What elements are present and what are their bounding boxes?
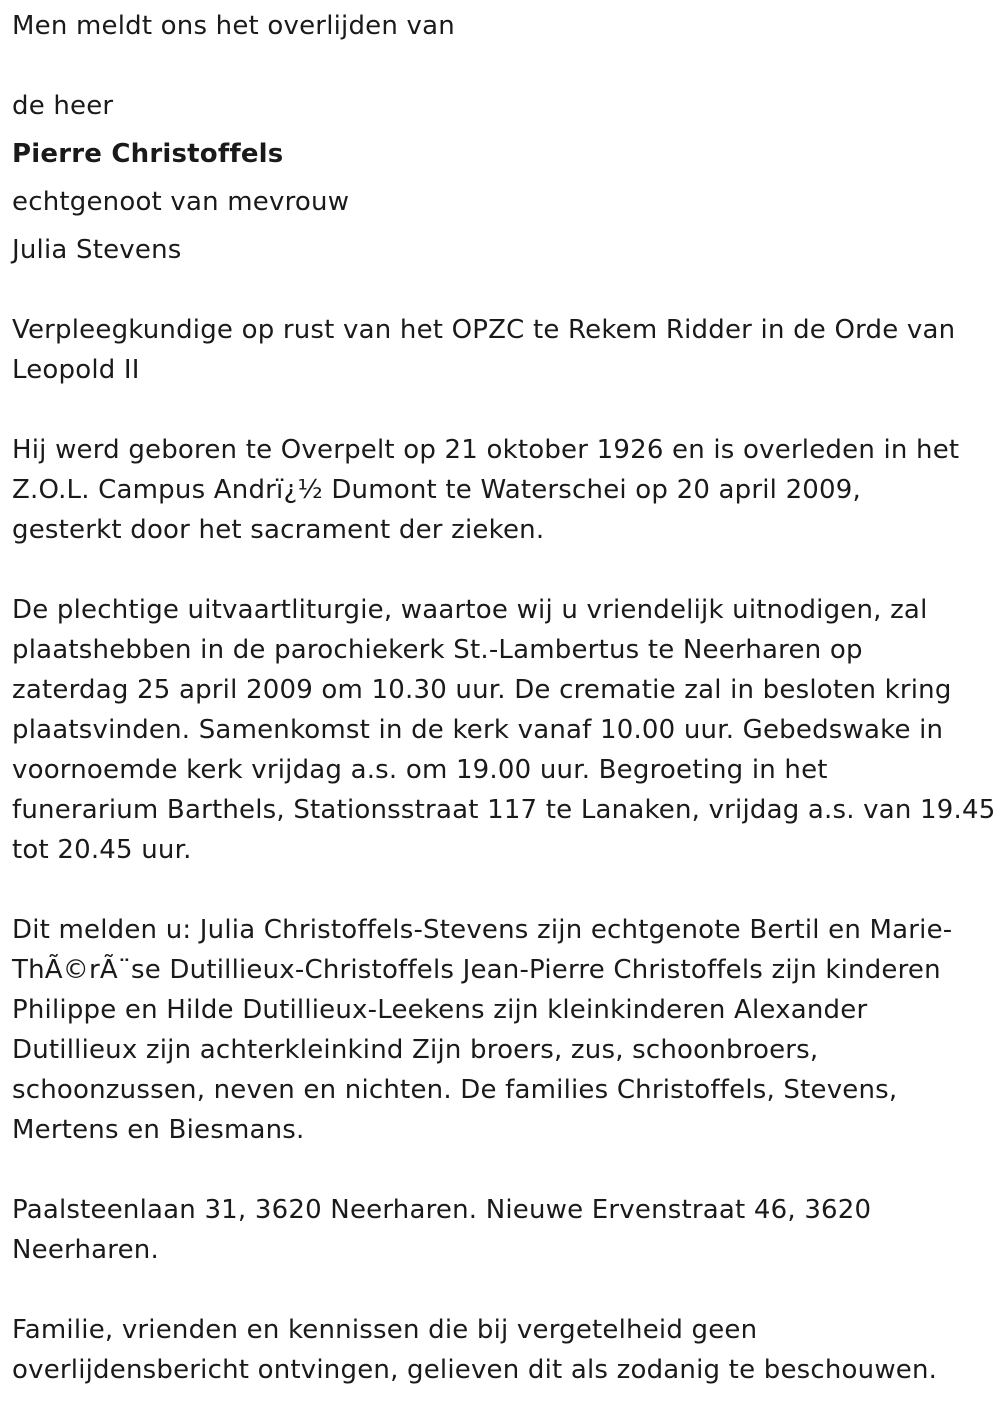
family-paragraph — [12, 910, 988, 1150]
family-line: schoonzussen, neven en nichten. De families Christoffels, Stevens, — [12, 1075, 898, 1105]
address-paragraph — [12, 1190, 988, 1270]
funeral-line: voornoemde kerk vrijdag a.s. om 19.00 uur. Begroeting in het — [12, 755, 828, 785]
birth-death-line: Hij werd geboren te Overpelt op 21 oktober 1926 en is overleden in het — [12, 435, 960, 465]
profession-line: Leopold II — [12, 355, 140, 385]
address-line: Paalsteenlaan 31, 3620 Neerharen. Nieuwe Ervenstraat 46, 3620 — [12, 1195, 872, 1225]
family-line: Philippe en Hilde Dutillieux-Leekens zijn kleinkinderen Alexander — [12, 995, 868, 1025]
funeral-line: plaatsvinden. Samenkomst in de kerk vanaf 10.00 uur. Gebedswake in — [12, 715, 944, 745]
spouse-name: Julia Stevens — [12, 235, 182, 265]
funeral-paragraph — [12, 590, 996, 870]
intro-text: Men meldt ons het overlijden van — [12, 11, 455, 41]
funeral-line: plaatshebben in de parochiekerk St.-Lambertus te Neerharen op — [12, 635, 863, 665]
birth-death-paragraph — [12, 430, 988, 550]
closing-line: overlijdensbericht ontvingen, gelieven dit als zodanig te beschouwen. — [12, 1355, 938, 1385]
deceased-name: Pierre Christoffels — [12, 139, 284, 169]
funeral-line: tot 20.45 uur. — [12, 835, 192, 865]
address-line: Neerharen. — [12, 1235, 159, 1265]
family-line: Dutillieux zijn achterkleinkind Zijn broers, zus, schoonbroers, — [12, 1035, 819, 1065]
family-line: Mertens en Biesmans. — [12, 1115, 305, 1145]
family-line: ThÃ©rÃ¨se Dutillieux-Christoffels Jean-Pierre Christoffels zijn kinderen — [12, 955, 941, 985]
birth-death-line: gesterkt door het sacrament der zieken. — [12, 515, 545, 545]
funeral-line: zaterdag 25 april 2009 om 10.30 uur. De crematie zal in besloten kring — [12, 675, 952, 705]
spouse-intro-text: echtgenoot van mevrouw — [12, 187, 350, 217]
profession-paragraph — [12, 310, 988, 390]
closing-line: Familie, vrienden en kennissen die bij vergetelheid geen — [12, 1315, 758, 1345]
family-line: Dit melden u: Julia Christoffels-Stevens zijn echtgenote Bertil en Marie- — [12, 915, 953, 945]
closing-paragraph — [12, 1310, 988, 1390]
birth-death-line: Z.O.L. Campus Andrï¿½ Dumont te Waterschei op 20 april 2009, — [12, 475, 862, 505]
funeral-line: funerarium Barthels, Stationsstraat 117 te Lanaken, vrijdag a.s. van 19.45 — [12, 795, 996, 825]
funeral-line: De plechtige uitvaartliturgie, waartoe wij u vriendelijk uitnodigen, zal — [12, 595, 928, 625]
profession-line: Verpleegkundige op rust van het OPZC te Rekem Ridder in de Orde van — [12, 315, 956, 345]
obituary-notice — [12, 6, 996, 1390]
salutation-text: de heer — [12, 91, 114, 121]
